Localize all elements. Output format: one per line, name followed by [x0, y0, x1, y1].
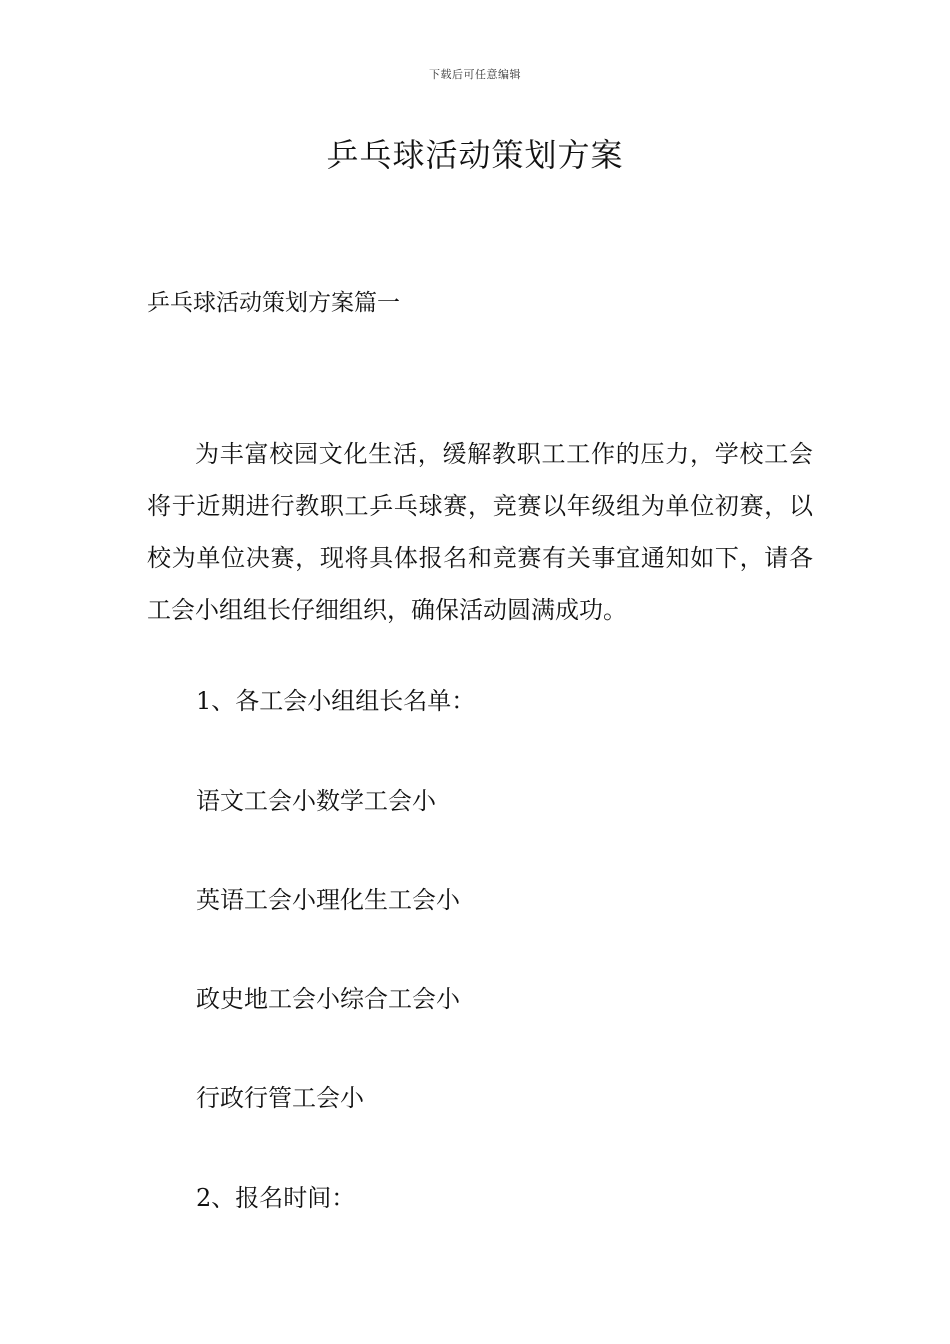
list-item-registration-time: 2、报名时间： — [196, 1184, 356, 1212]
list-item-administration: 行政行管工会小 — [196, 1084, 364, 1112]
header-note: 下载后可任意编辑 — [429, 68, 521, 81]
list-item-chinese-math: 语文工会小数学工会小 — [196, 787, 436, 815]
intro-paragraph: 为丰富校园文化生活，缓解教职工工作的压力，学校工会将于近期进行教职工乒乓球赛，竞赛以年级组为单位初赛，以校为单位决赛，现将具体报名和竞赛有关事宜通知如下，请各工会小组组长仔细组织，确保活动圆满成功。 — [147, 440, 813, 624]
section-heading: 乒乓球活动策划方案篇一 — [147, 290, 400, 316]
list-item-english-science: 英语工会小理化生工会小 — [196, 886, 460, 914]
list-item-politics-general: 政史地工会小综合工会小 — [196, 985, 460, 1013]
document-title: 乒乓球活动策划方案 — [326, 136, 624, 174]
list-item-committee-heading: 1、各工会小组组长名单： — [196, 687, 476, 715]
